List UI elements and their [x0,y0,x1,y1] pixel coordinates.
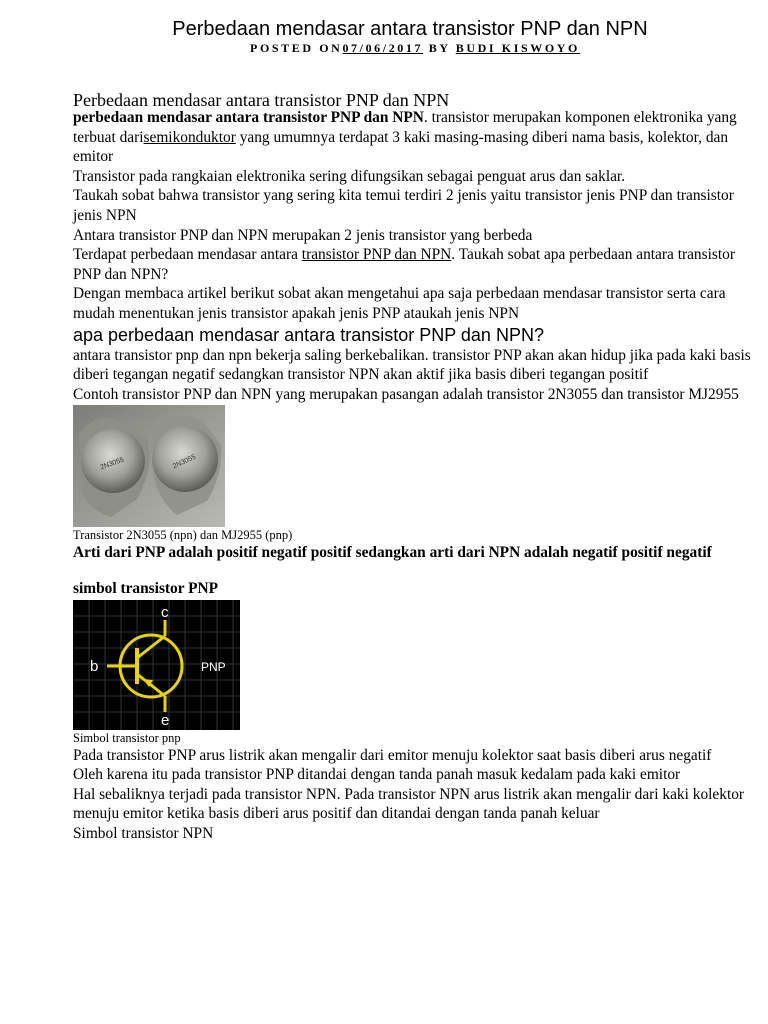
posted-prefix: POSTED ON [250,41,343,55]
paragraph-arti: Arti dari PNP adalah positif negatif positif sedangkan arti dari NPN adalah negatif positif negatif [73,544,712,562]
article-subheading: apa perbedaan mendasar antara transistor PNP dan NPN? [73,324,544,345]
paragraph-jenis: Taukah sobat bahwa transistor yang sering kita temui terdiri 2 jenis yaitu transistor jenis PNP dan transistor jenis NPN [73,187,734,224]
symbol-label-b: b [90,657,99,675]
intro-paragraph [73,108,753,167]
paragraph-tanda-pnp: Oleh karena itu pada transistor PNP ditandai dengan tanda panah masuk kedalam pada kaki emitor [73,766,681,784]
symbol-label-type: PNP [201,659,226,674]
photo-label-right: 2N3055 [171,453,198,471]
paragraph-arus-npn: Hal sebaliknya terjadi pada transistor NPN. Pada transistor NPN arus listrik akan mengalir dari kaki kolektor menuju emitor ketika basis diberi arus positif dan ditandai dengan tanda panah keluar [73,785,745,823]
intro-end: yang umumnya terdapat 3 kaki masing-masing diberi nama basis, kolektor, dan emitor [73,128,729,166]
symbol-caption: Simbol transistor pnp [73,730,181,745]
post-byline [0,40,768,56]
paragraph-terdapat [73,245,753,284]
intro-bold: perbedaan mendasar antara transistor PNP dan NPN [73,109,424,126]
page-title: Perbedaan mendasar antara transistor PNP dan NPN [172,18,648,40]
post-date-link[interactable]: 07/06/2017 [342,41,424,55]
author-link[interactable]: BUDI KISWOYO [455,41,580,55]
article-body [73,89,753,843]
semikonduktor-link[interactable]: semikonduktor [143,128,236,146]
symbol-npn-title: Simbol transistor NPN [73,824,214,842]
by-word: BY [428,41,451,55]
paragraph-fungsi: Transistor pada rangkaian elektronika sering difungsikan sebagai penguat arus dan saklar. [73,167,626,185]
terdapat-text-a: Terdapat perbedaan mendasar antara [73,246,302,264]
symbol-label-e: e [161,711,170,729]
intro-text: . transistor merupakan komponen elektronika yang terbuat dari [73,109,737,146]
pnp-symbol-diagram [73,600,240,730]
paragraph-berbeda: Antara transistor PNP dan NPN merupakan 2 jenis transistor yang berbeda [73,226,533,244]
terdapat-text-b: . Taukah sobat apa perbedaan antara transistor PNP dan NPN? [73,246,735,283]
symbol-label-c: c [161,603,169,621]
paragraph-arus-pnp: Pada transistor PNP arus listrik akan mengalir dari emitor menuju kolektor saat basis diberi arus negatif [73,746,712,764]
symbol-pnp-title: simbol transistor PNP [73,579,219,597]
paragraph-berkebalikan: antara transistor pnp dan npn bekerja saling berkebalikan. transistor PNP akan akan hidup jika pada kaki basis diberi tegangan negatif sedangkan transistor NPN akan aktif jika basis diberi tegangan positif [73,346,751,384]
photo-caption: Transistor 2N3055 (npn) dan MJ2955 (pnp) [73,528,293,543]
photo-label-left: 2N3055 [99,456,125,472]
paragraph-contoh: Contoh transistor PNP dan NPN yang merupakan pasangan adalah transistor 2N3055 dan transistor MJ2955 [73,385,739,403]
transistor-photo [73,405,225,527]
paragraph-membaca: Dengan membaca artikel berikut sobat akan mengetahui apa saja perbedaan mendasar transistor serta cara mudah menentukan jenis transistor apakah jenis PNP ataukah jenis NPN [73,285,726,322]
article-heading: Perbedaan mendasar antara transistor PNP dan NPN [73,90,450,110]
transistor-pnp-npn-link[interactable]: transistor PNP dan NPN [301,246,452,264]
